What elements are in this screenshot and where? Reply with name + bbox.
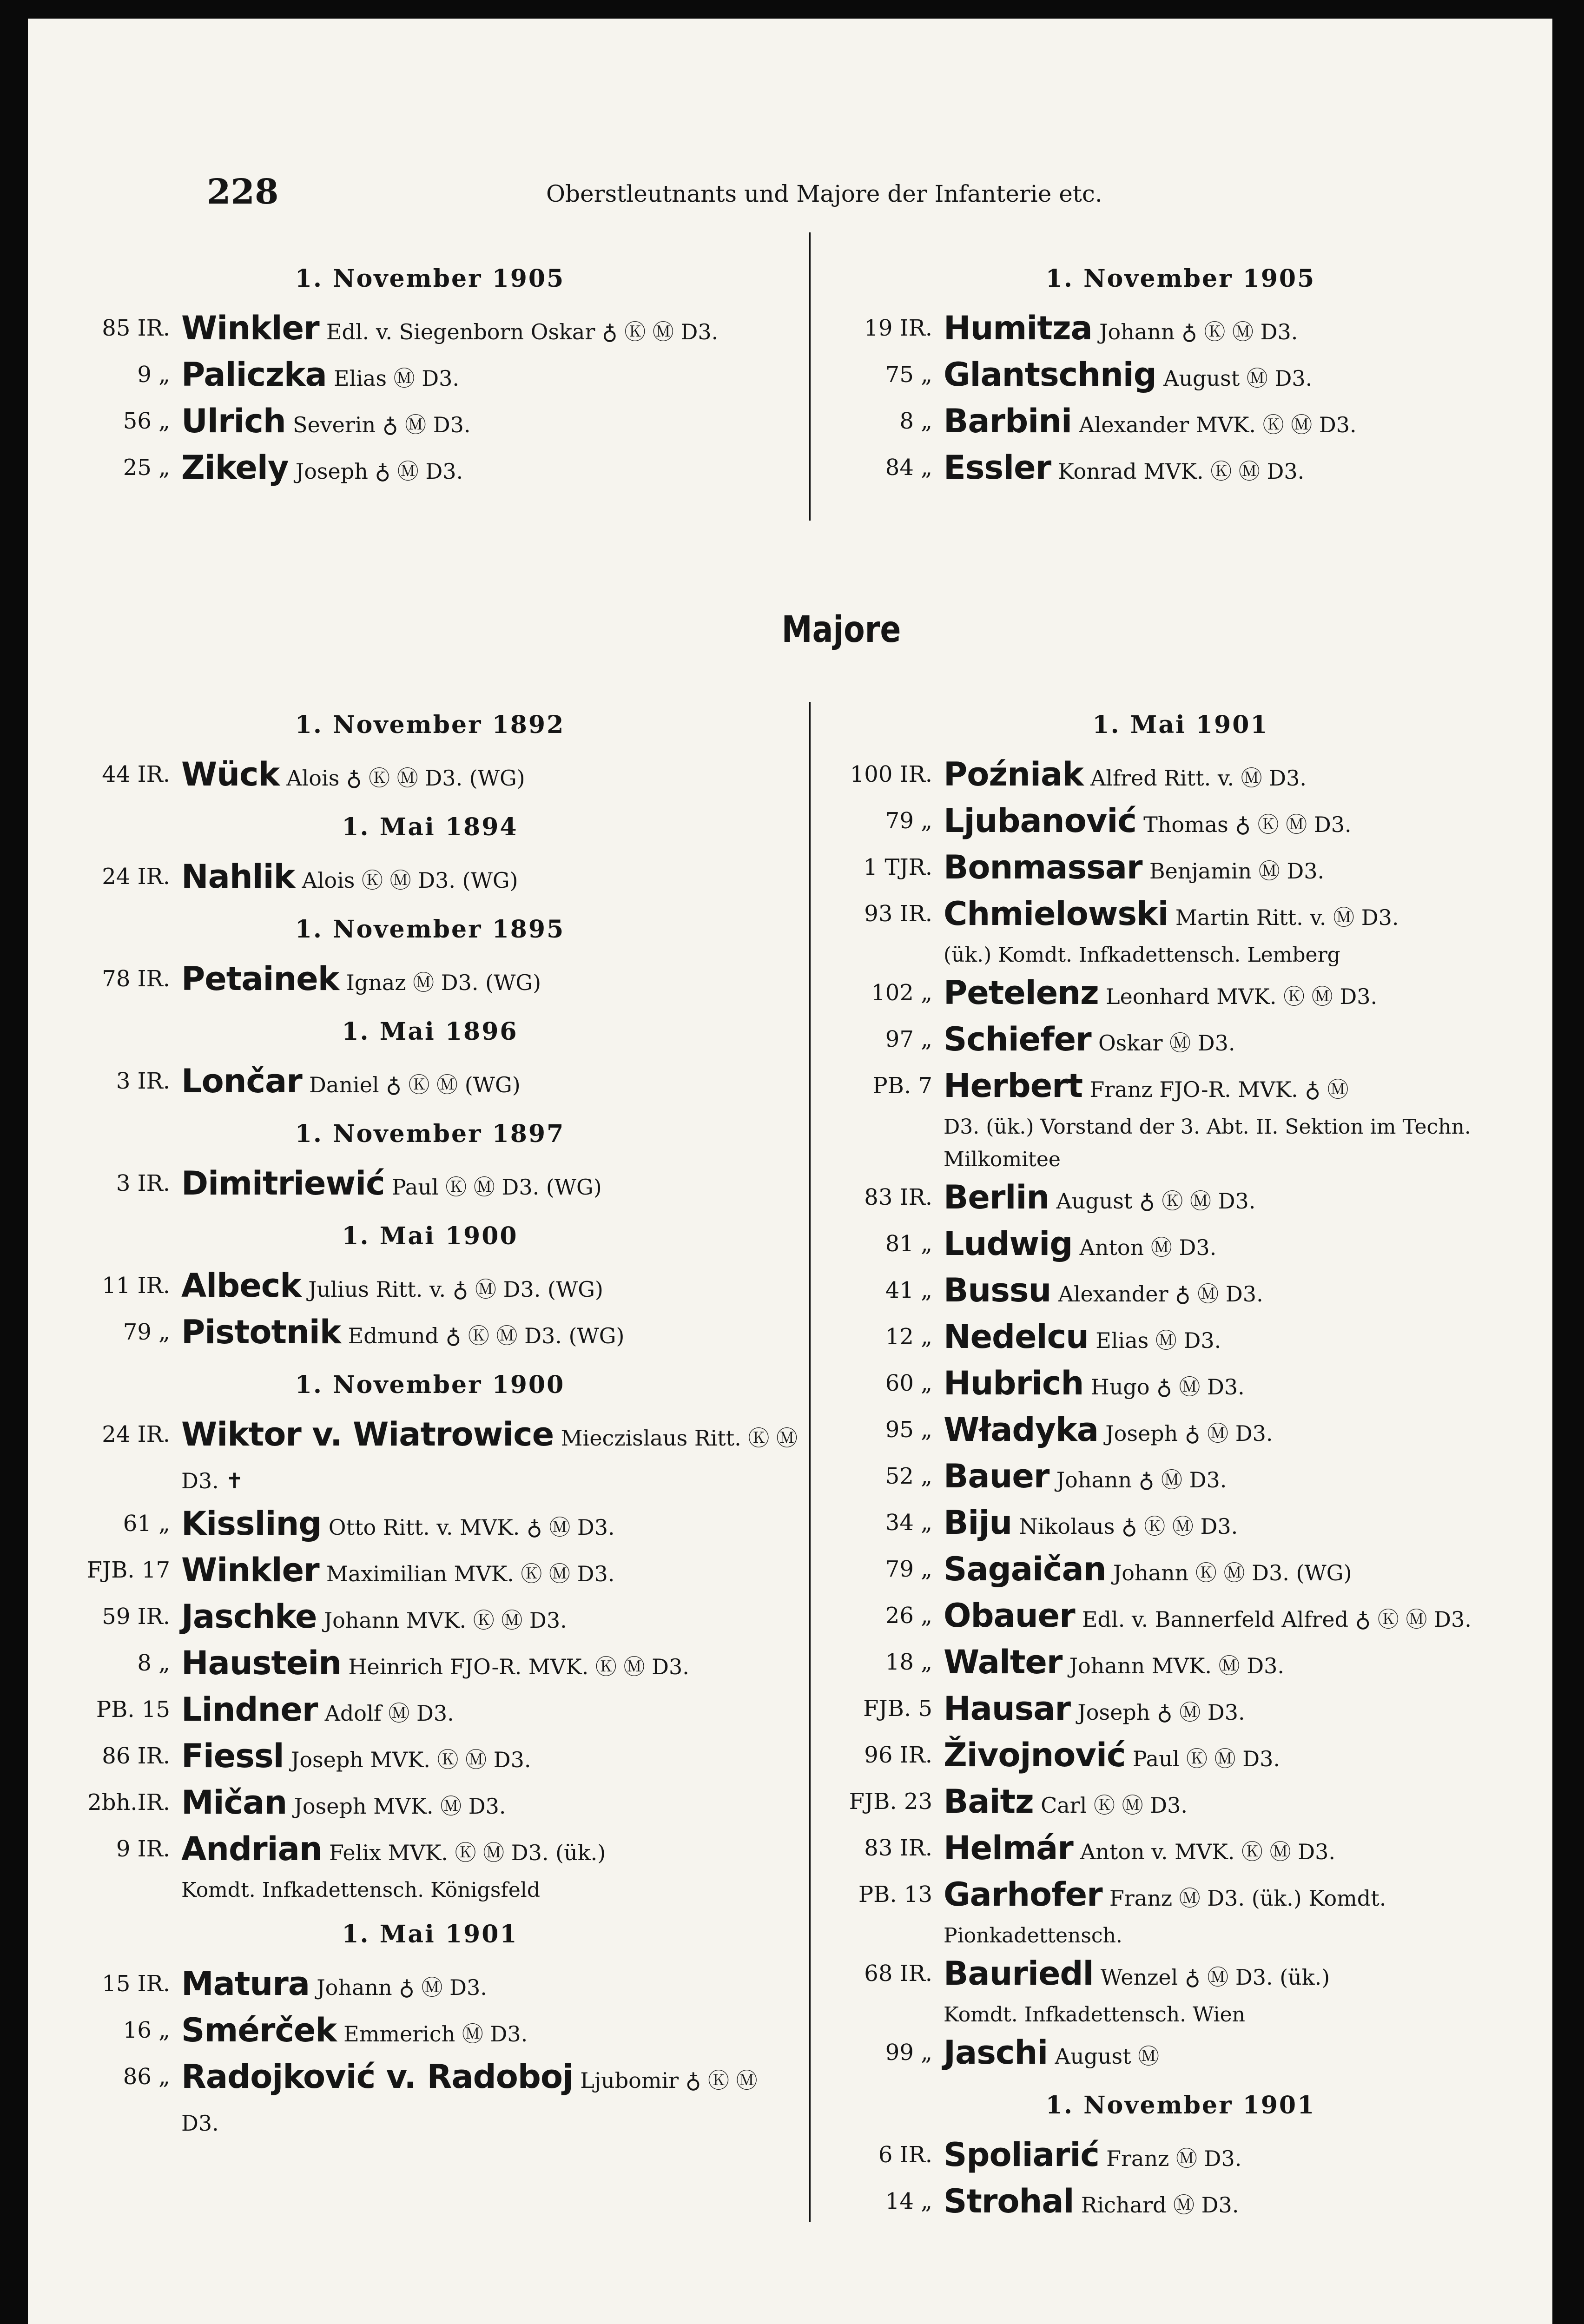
list-item	[823, 1018, 1538, 1064]
regiment-number: 83 IR.	[864, 1184, 932, 1210]
officer-surname: Chmielowski	[944, 895, 1168, 933]
officer-details: Heinrich FJO-R. MVK. Ⓚ Ⓜ D3.	[348, 1654, 689, 1679]
officer-surname: Biju	[944, 1504, 1012, 1542]
officer-surname: Winkler	[181, 309, 319, 347]
regiment-number: 15 IR.	[102, 1971, 170, 1997]
list-item	[823, 799, 1538, 846]
list-item	[823, 1315, 1538, 1362]
officer-details: Oskar Ⓜ D3.	[1098, 1030, 1235, 1056]
list-item	[823, 1687, 1538, 1734]
officer-surname: Matura	[181, 1965, 310, 2003]
regiment-number: 59 IR.	[102, 1604, 170, 1630]
list-item	[60, 400, 799, 446]
officer-note: (ük.) Komdt. Infkadettensch. Lemberg	[944, 943, 1340, 967]
date-heading: 1. Mai 1900	[342, 1222, 518, 1250]
officer-note: Pionkadettensch.	[944, 1924, 1122, 1948]
officer-surname: Dimitriewić	[181, 1164, 385, 1202]
officer-surname: Nahlik	[181, 858, 295, 896]
list-item	[823, 971, 1538, 1018]
officer-details: Hugo ♁ Ⓜ D3.	[1090, 1374, 1245, 1400]
officer-surname: Herbert	[944, 1067, 1083, 1105]
officer-details: Paul Ⓚ Ⓜ D3. (WG)	[391, 1175, 602, 1200]
list-item	[823, 2031, 1538, 2078]
regiment-number: 56 „	[123, 408, 170, 434]
regiment-number: 11 IR.	[102, 1273, 170, 1299]
officer-details: Alexander ♁ Ⓜ D3.	[1058, 1281, 1263, 1307]
officer-surname: Spoliarić	[944, 2136, 1099, 2174]
officer-surname: Ulrich	[181, 402, 286, 440]
list-item	[823, 1269, 1538, 1315]
date-heading: 1. November 1892	[295, 711, 565, 739]
officer-surname: Schiefer	[944, 1020, 1091, 1058]
regiment-number: 14 „	[885, 2188, 932, 2214]
regiment-number: 26 „	[885, 1603, 932, 1629]
officer-surname: Hausar	[944, 1690, 1071, 1728]
officer-surname: Bonmassar	[944, 848, 1142, 886]
date-heading: 1. November 1895	[295, 915, 565, 944]
list-item	[60, 1781, 799, 1828]
list-item	[60, 353, 799, 400]
list-item	[823, 892, 1538, 971]
date-heading: 1. Mai 1896	[342, 1017, 518, 1046]
officer-details: Daniel ♁ Ⓚ Ⓜ (WG)	[309, 1072, 521, 1097]
list-item	[60, 1162, 799, 1208]
date-heading: 1. Mai 1901	[342, 1920, 518, 1948]
officer-surname: Władyka	[944, 1411, 1098, 1449]
list-item	[823, 1455, 1538, 1501]
officer-surname: Jaschke	[181, 1598, 317, 1636]
officer-surname: Nedelcu	[944, 1318, 1089, 1356]
list-item	[823, 1064, 1538, 1176]
officer-surname: Berlin	[944, 1178, 1049, 1216]
officer-details: Johann MVK. Ⓜ D3.	[1069, 1653, 1285, 1678]
date-heading: 1. November 1901	[1045, 2091, 1316, 2119]
officer-surname: Haustein	[181, 1644, 342, 1682]
regiment-number: PB. 13	[858, 1882, 932, 1908]
list-item	[823, 353, 1538, 400]
list-item	[60, 1642, 799, 1688]
list-item	[60, 1311, 799, 1357]
regiment-number: 18 „	[885, 1649, 932, 1675]
regiment-number: 79 „	[885, 808, 932, 834]
officer-details: August Ⓜ	[1055, 2044, 1160, 2069]
officer-details: Elias Ⓜ D3.	[333, 366, 460, 391]
date-heading: 1. November 1905	[1045, 264, 1316, 293]
list-item	[823, 1176, 1538, 1222]
regiment-number: 9 IR.	[116, 1836, 170, 1862]
officer-surname: Wiktor v. Wiatrowice	[181, 1415, 554, 1453]
list-item	[823, 400, 1538, 446]
officer-details: Joseph ♁ Ⓜ D3.	[1077, 1700, 1245, 1725]
officer-details: Johann ♁ Ⓜ D3.	[317, 1975, 487, 2000]
officer-surname: Zikely	[181, 449, 289, 487]
officer-details: Mieczislaus Ritt. Ⓚ Ⓜ D3. ✝	[181, 1426, 798, 1493]
list-item	[823, 1501, 1538, 1548]
officer-details: Joseph ♁ Ⓜ D3.	[1105, 1421, 1273, 1446]
regiment-number: FJB. 17	[86, 1557, 170, 1583]
section-title-majore: Majore	[781, 609, 901, 651]
list-item	[60, 1688, 799, 1735]
regiment-number: 96 IR.	[864, 1742, 932, 1768]
officer-surname: Ljubanović	[944, 802, 1136, 840]
officer-details: August Ⓜ D3.	[1163, 366, 1313, 391]
list-item	[823, 1548, 1538, 1594]
officer-details: Joseph ♁ Ⓜ D3.	[295, 459, 463, 484]
officer-surname: Smérček	[181, 2011, 337, 2049]
list-item	[823, 307, 1538, 353]
officer-details: Thomas ♁ Ⓚ Ⓜ D3.	[1143, 812, 1352, 837]
officer-details: Johann ♁ Ⓚ Ⓜ D3.	[1099, 319, 1298, 344]
regiment-number: 1 TJR.	[863, 854, 932, 880]
list-item	[60, 1828, 799, 1907]
officer-details: Franz Ⓜ D3.	[1106, 2146, 1242, 2171]
regiment-number: 41 „	[885, 1277, 932, 1303]
officer-surname: Baitz	[944, 1783, 1034, 1821]
officer-details: Edl. v. Bannerfeld Alfred ♁ Ⓚ Ⓜ D3.	[1082, 1607, 1472, 1632]
regiment-number: 95 „	[885, 1417, 932, 1443]
officer-surname: Winkler	[181, 1551, 319, 1589]
officer-details: Felix MVK. Ⓚ Ⓜ D3. (ük.)	[329, 1840, 606, 1865]
officer-details: Alois ♁ Ⓚ Ⓜ D3. (WG)	[286, 766, 525, 791]
officer-surname: Petainek	[181, 960, 339, 998]
regiment-number: 52 „	[885, 1463, 932, 1489]
officer-details: Leonhard MVK. Ⓚ Ⓜ D3.	[1106, 984, 1378, 1009]
regiment-number: PB. 15	[96, 1697, 170, 1723]
officer-details: Nikolaus ♁ Ⓚ Ⓜ D3.	[1019, 1514, 1238, 1539]
regiment-number: 97 „	[885, 1026, 932, 1052]
officer-surname: Hubrich	[944, 1364, 1084, 1402]
regiment-number: 9 „	[137, 362, 170, 388]
regiment-number: 16 „	[123, 2017, 170, 2043]
officer-details: Adolf Ⓜ D3.	[324, 1701, 454, 1726]
regiment-number: 99 „	[885, 2040, 932, 2066]
officer-details: Otto Ritt. v. MVK. ♁ Ⓜ D3.	[328, 1515, 615, 1540]
officer-details: Joseph MVK. Ⓜ D3.	[294, 1794, 506, 1819]
date-heading: 1. Mai 1901	[1092, 711, 1269, 739]
list-item	[823, 1222, 1538, 1269]
list-item	[60, 1413, 799, 1502]
regiment-number: 85 IR.	[102, 315, 170, 341]
page-title: Oberstleutnants und Majore der Infanterie etc.	[546, 180, 1102, 207]
list-item	[60, 957, 799, 1004]
officer-details: Ljubomir ♁ Ⓚ Ⓜ D3.	[181, 2068, 758, 2136]
regiment-number: FJB. 5	[863, 1696, 932, 1722]
officer-details: Severin ♁ Ⓜ D3.	[292, 412, 471, 437]
officer-surname: Kissling	[181, 1505, 322, 1543]
majore-left-column	[60, 697, 799, 2145]
officer-surname: Lindner	[181, 1690, 318, 1729]
officer-details: Wenzel ♁ Ⓜ D3. (ük.)	[1100, 1965, 1330, 1990]
officer-surname: Walter	[944, 1643, 1063, 1681]
list-item	[60, 1264, 799, 1311]
officer-details: Julius Ritt. v. ♁ Ⓜ D3. (WG)	[308, 1277, 603, 1302]
officer-details: Ignaz Ⓜ D3. (WG)	[346, 970, 541, 995]
regiment-number: PB. 7	[872, 1073, 932, 1099]
officer-surname: Lončar	[181, 1062, 302, 1100]
officer-surname: Essler	[944, 449, 1051, 487]
officer-note: D3. (ük.) Vorstand der 3. Abt. II. Sektion im Techn. Milkomitee	[944, 1115, 1471, 1171]
date-heading: 1. Mai 1894	[342, 813, 518, 841]
officer-details: Edl. v. Siegenborn Oskar ♁ Ⓚ Ⓜ D3.	[326, 319, 719, 344]
officer-surname: Ludwig	[944, 1225, 1073, 1263]
list-item	[60, 1549, 799, 1595]
column-divider-top	[809, 232, 811, 521]
regiment-number: 3 IR.	[116, 1068, 170, 1094]
document-page	[28, 19, 1552, 2324]
officer-surname: Helmár	[944, 1829, 1073, 1867]
regiment-number: 81 „	[885, 1231, 932, 1257]
regiment-number: 68 IR.	[864, 1961, 932, 1987]
officer-surname: Obauer	[944, 1597, 1075, 1635]
officer-details: Anton Ⓜ D3.	[1079, 1235, 1217, 1260]
list-item	[60, 1060, 799, 1106]
list-item	[823, 2133, 1538, 2180]
officer-details: Johann Ⓚ Ⓜ D3. (WG)	[1113, 1560, 1352, 1585]
officer-details: Elias Ⓜ D3.	[1096, 1328, 1221, 1353]
officer-surname: Pistotnik	[181, 1313, 341, 1351]
list-item	[60, 753, 799, 799]
officer-details: Johann ♁ Ⓜ D3.	[1056, 1467, 1227, 1492]
officer-surname: Albeck	[181, 1267, 301, 1305]
regiment-number: 75 „	[885, 362, 932, 388]
list-item	[823, 1780, 1538, 1827]
list-item	[60, 307, 799, 353]
regiment-number: 24 IR.	[102, 1421, 170, 1447]
list-item	[60, 2009, 799, 2055]
officer-surname: Garhofer	[944, 1875, 1102, 1914]
officer-details: Alois Ⓚ Ⓜ D3. (WG)	[302, 868, 518, 893]
column-divider-main	[809, 702, 811, 2222]
list-item	[823, 846, 1538, 892]
officer-surname: Bussu	[944, 1271, 1051, 1309]
officer-details: Edmund ♁ Ⓚ Ⓜ D3. (WG)	[348, 1323, 625, 1348]
officer-details: Konrad MVK. Ⓚ Ⓜ D3.	[1058, 459, 1305, 484]
date-heading: 1. November 1905	[295, 264, 565, 293]
page-number: 228	[207, 172, 279, 212]
regiment-number: 86 IR.	[102, 1743, 170, 1769]
regiment-number: 8 „	[137, 1650, 170, 1676]
top-right-column	[823, 251, 1538, 493]
list-item	[823, 753, 1538, 799]
officer-details: Emmerich Ⓜ D3.	[343, 2021, 528, 2047]
list-item	[823, 1873, 1538, 1952]
regiment-number: 60 „	[885, 1370, 932, 1396]
regiment-number: 44 IR.	[102, 761, 170, 787]
officer-surname: Humitza	[944, 309, 1092, 347]
officer-details: Joseph MVK. Ⓚ Ⓜ D3.	[290, 1747, 531, 1772]
officer-details: Johann MVK. Ⓚ Ⓜ D3.	[323, 1608, 567, 1633]
officer-surname: Poźniak	[944, 755, 1083, 793]
list-item	[823, 1827, 1538, 1873]
officer-surname: Fiessl	[181, 1737, 284, 1775]
officer-details: Alexander MVK. Ⓚ Ⓜ D3.	[1079, 412, 1357, 437]
regiment-number: 93 IR.	[864, 901, 932, 927]
list-item	[60, 1595, 799, 1642]
regiment-number: 61 „	[123, 1511, 170, 1537]
officer-details: Franz Ⓜ D3. (ük.) Komdt.	[1109, 1886, 1386, 1911]
date-heading: 1. November 1897	[295, 1120, 565, 1148]
officer-details: Franz FJO-R. MVK. ♁ Ⓜ	[1089, 1077, 1349, 1102]
regiment-number: 19 IR.	[864, 315, 932, 341]
list-item	[60, 446, 799, 493]
officer-details: Carl Ⓚ Ⓜ D3.	[1041, 1793, 1188, 1818]
regiment-number: 34 „	[885, 1510, 932, 1536]
list-item	[823, 1641, 1538, 1687]
regiment-number: 12 „	[885, 1324, 932, 1350]
officer-note: Komdt. Infkadettensch. Wien	[944, 2003, 1245, 2027]
officer-surname: Barbini	[944, 402, 1072, 440]
officer-surname: Petelenz	[944, 974, 1099, 1012]
regiment-number: 86 „	[123, 2064, 170, 2090]
officer-details: Martin Ritt. v. Ⓜ D3.	[1175, 905, 1399, 930]
regiment-number: 84 „	[885, 455, 932, 481]
officer-details: August ♁ Ⓚ Ⓜ D3.	[1056, 1188, 1256, 1214]
officer-surname: Glantschnig	[944, 356, 1156, 394]
list-item	[823, 1734, 1538, 1780]
officer-details: Benjamin Ⓜ D3.	[1149, 858, 1325, 884]
regiment-number: 79 „	[123, 1319, 170, 1345]
date-heading: 1. November 1900	[295, 1371, 565, 1399]
officer-surname: Andrian	[181, 1830, 322, 1868]
regiment-number: 79 „	[885, 1556, 932, 1582]
list-item	[823, 1408, 1538, 1455]
officer-surname: Bauer	[944, 1457, 1049, 1495]
list-item	[823, 1594, 1538, 1641]
officer-surname: Jaschi	[944, 2034, 1048, 2072]
top-left-column	[60, 251, 799, 493]
officer-surname: Wück	[181, 755, 280, 793]
officer-surname: Živojnović	[944, 1736, 1126, 1774]
officer-surname: Strohal	[944, 2182, 1074, 2220]
list-item	[823, 1952, 1538, 2031]
list-item	[60, 1735, 799, 1781]
officer-surname: Mičan	[181, 1783, 287, 1822]
list-item	[60, 855, 799, 902]
officer-surname: Bauriedl	[944, 1954, 1094, 1993]
officer-details: Richard Ⓜ D3.	[1081, 2192, 1239, 2218]
list-item	[823, 2180, 1538, 2226]
regiment-number: 78 IR.	[102, 966, 170, 992]
list-item	[823, 446, 1538, 493]
list-item	[60, 2055, 799, 2145]
regiment-number: 6 IR.	[878, 2142, 932, 2168]
regiment-number: 83 IR.	[864, 1835, 932, 1861]
majore-right-column	[823, 697, 1538, 2226]
regiment-number: 2bh.IR.	[87, 1789, 170, 1816]
officer-surname: Paliczka	[181, 356, 327, 394]
officer-details: Paul Ⓚ Ⓜ D3.	[1132, 1746, 1280, 1771]
officer-details: Anton v. MVK. Ⓚ Ⓜ D3.	[1080, 1839, 1336, 1864]
officer-surname: Sagaičan	[944, 1550, 1106, 1588]
officer-surname: Radojković v. Radoboj	[181, 2058, 573, 2096]
list-item	[823, 1362, 1538, 1408]
regiment-number: 3 IR.	[116, 1170, 170, 1196]
regiment-number: 102 „	[871, 980, 932, 1006]
regiment-number: 100 IR.	[850, 761, 932, 787]
regiment-number: FJB. 23	[849, 1789, 932, 1815]
list-item	[60, 1962, 799, 2009]
regiment-number: 24 IR.	[102, 864, 170, 890]
officer-details: Alfred Ritt. v. Ⓜ D3.	[1090, 766, 1307, 791]
officer-note: Komdt. Infkadettensch. Königsfeld	[181, 1878, 540, 1902]
regiment-number: 25 „	[123, 455, 170, 481]
list-item	[60, 1502, 799, 1549]
regiment-number: 8 „	[899, 408, 932, 434]
officer-details: Maximilian MVK. Ⓚ Ⓜ D3.	[326, 1561, 615, 1586]
